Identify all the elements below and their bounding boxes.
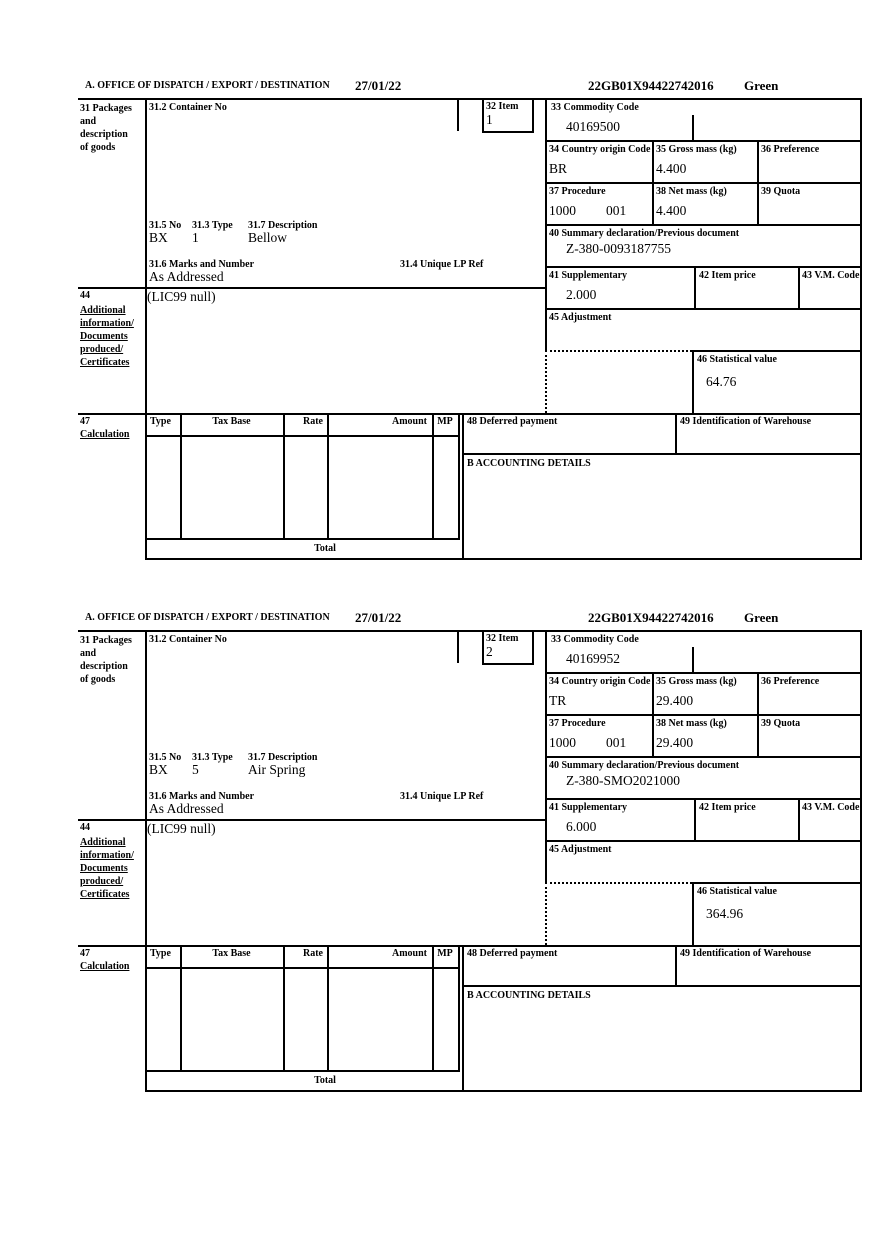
net-mass-label: 38 Net mass (kg): [656, 718, 727, 729]
quota-label: 39 Quota: [761, 718, 801, 729]
grid-line: [545, 266, 862, 268]
country-origin-value: TR: [549, 693, 567, 708]
supplementary-value: 6.000: [566, 819, 597, 834]
grid-line: [78, 413, 862, 415]
calc-amount-header: Amount: [391, 948, 427, 959]
declaration-date: 27/01/22: [355, 78, 402, 93]
grid-line: [482, 663, 534, 665]
grid-line: [145, 1070, 460, 1072]
office-of-dispatch-label: A. OFFICE OF DISPATCH / EXPORT / DESTINATION: [85, 612, 330, 623]
declaration-date: 27/01/22: [355, 610, 402, 625]
grid-line: [545, 756, 862, 758]
grid-line: [652, 672, 654, 756]
package-type-value: 1: [192, 230, 199, 245]
accounting-details-label: B ACCOUNTING DETAILS: [467, 990, 591, 1001]
grid-line: [145, 435, 460, 437]
packages-description-label: 31 Packages and description of goods: [80, 635, 132, 685]
total-label: Total: [314, 543, 336, 554]
grid-line: [432, 945, 434, 1070]
packages-description-label: 31 Packages and description of goods: [80, 103, 132, 153]
marks-number-label: 31.6 Marks and Number: [149, 791, 255, 802]
declaration-reference: 22GB01X94422742016: [588, 610, 714, 625]
container-no-label: 31.2 Container No: [149, 102, 227, 113]
grid-line: [458, 945, 460, 1070]
package-no-label: 31.5 No: [149, 752, 182, 763]
item-no-value: 2: [486, 644, 493, 659]
grid-line: [860, 98, 862, 560]
grid-line: [798, 266, 800, 308]
procedure-label: 37 Procedure: [549, 186, 606, 197]
package-type-value: 5: [192, 762, 199, 777]
grid-line: [145, 98, 147, 558]
unique-lp-ref-label: 31.4 Unique LP Ref: [400, 259, 484, 270]
grid-line: [694, 798, 696, 840]
calculation-label: Calculation: [80, 961, 130, 972]
grid-line: [145, 558, 862, 560]
statistical-value-label: 46 Statistical value: [697, 354, 777, 365]
declaration-item-section-2: [0, 610, 882, 1092]
commodity-code-label: 33 Commodity Code: [551, 634, 639, 645]
grid-line: [180, 413, 182, 538]
grid-line: [482, 98, 484, 131]
calculation-box-number: 47: [80, 416, 90, 427]
statistical-value-label: 46 Statistical value: [697, 886, 777, 897]
container-no-label: 31.2 Container No: [149, 634, 227, 645]
unique-lp-ref-label: 31.4 Unique LP Ref: [400, 791, 484, 802]
previous-document-label: 40 Summary declaration/Previous document: [549, 228, 740, 239]
warehouse-id-label: 49 Identification of Warehouse: [680, 948, 812, 959]
grid-line: [545, 182, 862, 184]
gross-mass-label: 35 Gross mass (kg): [656, 144, 737, 155]
grid-line: [675, 945, 677, 985]
gross-mass-value: 4.400: [656, 161, 687, 176]
grid-line: [432, 413, 434, 538]
grid-line: [692, 115, 694, 140]
grid-line: [860, 630, 862, 1092]
grid-line: [462, 413, 464, 558]
grid-line: [482, 131, 534, 133]
previous-document-value: Z-380-0093187755: [566, 241, 671, 256]
package-no-value: BX: [149, 762, 168, 777]
dotted-grid-line: [545, 882, 547, 945]
package-description-label: 31.7 Description: [248, 220, 318, 231]
package-description-value: Bellow: [248, 230, 287, 245]
grid-line: [482, 630, 484, 663]
marks-number-value: As Addressed: [149, 801, 224, 816]
grid-line: [692, 882, 862, 884]
grid-line: [545, 308, 862, 310]
adjustment-label: 45 Adjustment: [549, 312, 612, 323]
gross-mass-value: 29.400: [656, 693, 694, 708]
grid-line: [798, 798, 800, 840]
previous-document-label: 40 Summary declaration/Previous document: [549, 760, 740, 771]
additional-info-box-number: 44: [80, 290, 90, 301]
commodity-code-value: 40169500: [566, 119, 620, 134]
grid-line: [462, 985, 862, 987]
declaration-reference: 22GB01X94422742016: [588, 78, 714, 93]
dotted-grid-line: [545, 882, 692, 884]
package-type-label: 31.3 Type: [192, 220, 233, 231]
item-price-label: 42 Item price: [699, 802, 756, 813]
grid-line: [283, 945, 285, 1070]
calculation-box-number: 47: [80, 948, 90, 959]
quota-label: 39 Quota: [761, 186, 801, 197]
calculation-label: Calculation: [80, 429, 130, 440]
preference-label: 36 Preference: [761, 676, 820, 687]
supplementary-label: 41 Supplementary: [549, 270, 628, 281]
grid-line: [458, 413, 460, 538]
procedure-value-a: 1000: [549, 203, 576, 218]
country-origin-label: 34 Country origin Code: [549, 144, 651, 155]
statistical-value: 64.76: [706, 374, 737, 389]
vm-code-label: 43 V.M. Code: [802, 270, 860, 281]
grid-line: [545, 714, 862, 716]
marks-number-label: 31.6 Marks and Number: [149, 259, 255, 270]
grid-line: [675, 413, 677, 453]
item-price-label: 42 Item price: [699, 270, 756, 281]
additional-info-box-number: 44: [80, 822, 90, 833]
grid-line: [145, 1090, 862, 1092]
warehouse-id-label: 49 Identification of Warehouse: [680, 416, 812, 427]
procedure-value-b: 001: [606, 203, 627, 218]
grid-line: [545, 224, 862, 226]
grid-line: [652, 140, 654, 224]
routing-status: Green: [744, 610, 779, 625]
calc-type-header: Type: [150, 416, 171, 427]
grid-line: [545, 140, 862, 142]
item-label: 32 Item: [486, 633, 519, 644]
grid-line: [462, 945, 464, 1090]
accounting-details-label: B ACCOUNTING DETAILS: [467, 458, 591, 469]
grid-line: [545, 840, 862, 842]
calc-tax-base-header: Tax Base: [212, 948, 251, 959]
grid-line: [532, 98, 534, 133]
grid-line: [180, 945, 182, 1070]
declaration-item-section-1: [0, 78, 882, 560]
grid-line: [457, 630, 459, 663]
procedure-label: 37 Procedure: [549, 718, 606, 729]
additional-info-label: Additional information/ Documents produced/ Certificates: [80, 837, 134, 900]
calc-rate-header: Rate: [303, 948, 323, 959]
grid-line: [145, 538, 460, 540]
grid-line: [327, 413, 329, 538]
grid-line: [545, 630, 547, 882]
previous-document-value: Z-380-SMO2021000: [566, 773, 680, 788]
calc-rate-header: Rate: [303, 416, 323, 427]
country-origin-label: 34 Country origin Code: [549, 676, 651, 687]
supplementary-value: 2.000: [566, 287, 597, 302]
grid-line: [545, 98, 547, 350]
office-of-dispatch-label: A. OFFICE OF DISPATCH / EXPORT / DESTINATION: [85, 80, 330, 91]
grid-line: [757, 672, 759, 756]
net-mass-value: 4.400: [656, 203, 687, 218]
grid-line: [78, 630, 862, 632]
statistical-value: 364.96: [706, 906, 744, 921]
calc-amount-header: Amount: [391, 416, 427, 427]
grid-line: [692, 350, 694, 413]
package-no-value: BX: [149, 230, 168, 245]
grid-line: [283, 413, 285, 538]
grid-line: [694, 266, 696, 308]
grid-line: [532, 630, 534, 665]
commodity-code-value: 40169952: [566, 651, 620, 666]
deferred-payment-label: 48 Deferred payment: [467, 948, 558, 959]
dotted-grid-line: [545, 350, 547, 413]
grid-line: [145, 630, 147, 1090]
grid-line: [545, 798, 862, 800]
total-label: Total: [314, 1075, 336, 1086]
procedure-value-a: 1000: [549, 735, 576, 750]
grid-line: [545, 672, 862, 674]
additional-info-value: (LIC99 null): [147, 289, 216, 304]
item-no-value: 1: [486, 112, 493, 127]
dotted-grid-line: [545, 350, 692, 352]
package-description-value: Air Spring: [248, 762, 306, 777]
calc-tax-base-header: Tax Base: [212, 416, 251, 427]
net-mass-label: 38 Net mass (kg): [656, 186, 727, 197]
calc-mp-header: MP: [437, 948, 453, 959]
gross-mass-label: 35 Gross mass (kg): [656, 676, 737, 687]
preference-label: 36 Preference: [761, 144, 820, 155]
net-mass-value: 29.400: [656, 735, 694, 750]
calc-mp-header: MP: [437, 416, 453, 427]
deferred-payment-label: 48 Deferred payment: [467, 416, 558, 427]
additional-info-value: (LIC99 null): [147, 821, 216, 836]
item-label: 32 Item: [486, 101, 519, 112]
calc-type-header: Type: [150, 948, 171, 959]
grid-line: [757, 140, 759, 224]
grid-line: [327, 945, 329, 1070]
grid-line: [457, 98, 459, 131]
package-no-label: 31.5 No: [149, 220, 182, 231]
grid-line: [692, 350, 862, 352]
package-type-label: 31.3 Type: [192, 752, 233, 763]
grid-line: [78, 98, 862, 100]
supplementary-label: 41 Supplementary: [549, 802, 628, 813]
adjustment-label: 45 Adjustment: [549, 844, 612, 855]
grid-line: [145, 967, 460, 969]
marks-number-value: As Addressed: [149, 269, 224, 284]
country-origin-value: BR: [549, 161, 568, 176]
additional-info-label: Additional information/ Documents produced/ Certificates: [80, 305, 134, 368]
vm-code-label: 43 V.M. Code: [802, 802, 860, 813]
routing-status: Green: [744, 78, 779, 93]
grid-line: [692, 647, 694, 672]
procedure-value-b: 001: [606, 735, 627, 750]
grid-line: [692, 882, 694, 945]
grid-line: [78, 945, 862, 947]
grid-line: [462, 453, 862, 455]
commodity-code-label: 33 Commodity Code: [551, 102, 639, 113]
package-description-label: 31.7 Description: [248, 752, 318, 763]
